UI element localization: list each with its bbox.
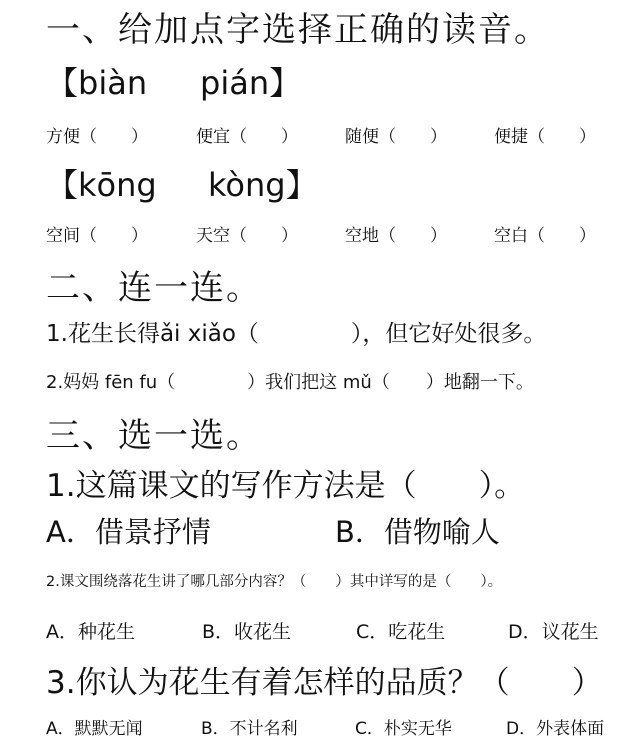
option-a: A．默默无闻 [46,719,143,739]
section3-question-2: 2.课文围绕落花生讲了哪几部分内容？（ ）其中详写的是（ ）。 [46,574,503,590]
word-item: 空地（ ） [345,226,447,246]
option-b: B．收花生 [202,621,292,643]
option-c: C．吃花生 [356,621,446,643]
section2-question-2: 2.妈妈 fēn fu（ ）我们把这 mǔ（ ）地翻一下。 [46,372,534,393]
option-a: A．种花生 [46,621,135,643]
section3-question-3: 3.你认为花生有着怎样的品质？（ ） [46,665,603,701]
word-item: 天空（ ） [196,226,298,246]
option-b: B．不计名利 [201,719,298,739]
section1-title: 一、给加点字选择正确的读音。 [46,10,550,50]
word-item: 方便（ ） [46,127,148,147]
word-item: 空白（ ） [494,226,596,246]
word-item: 空间（ ） [46,226,148,246]
section2-question-1: 1.花生长得ǎi xiǎo（ ），但它好处很多。 [46,321,547,347]
section2-title: 二、连一连。 [46,268,262,308]
option-d: D．议花生 [508,621,599,643]
option-b: B．借物喻人 [335,515,500,549]
word-item: 随便（ ） [345,127,447,147]
pinyin-option-b: kòng】 [208,166,318,204]
word-item: 便宜（ ） [196,127,298,147]
pinyin-option-b: pián】 [200,64,302,102]
word-item: 便捷（ ） [494,127,596,147]
option-c: C．朴实无华 [355,719,452,739]
pinyin-option-a: 【kōng [46,166,157,204]
option-d: D．外表体面 [506,719,605,739]
section3-title: 三、选一选。 [46,416,262,456]
pinyin-option-a: 【biàn [46,64,148,102]
section3-question-1: 1.这篇课文的写作方法是（ ）。 [46,468,526,504]
option-a: A．借景抒情 [46,515,211,549]
